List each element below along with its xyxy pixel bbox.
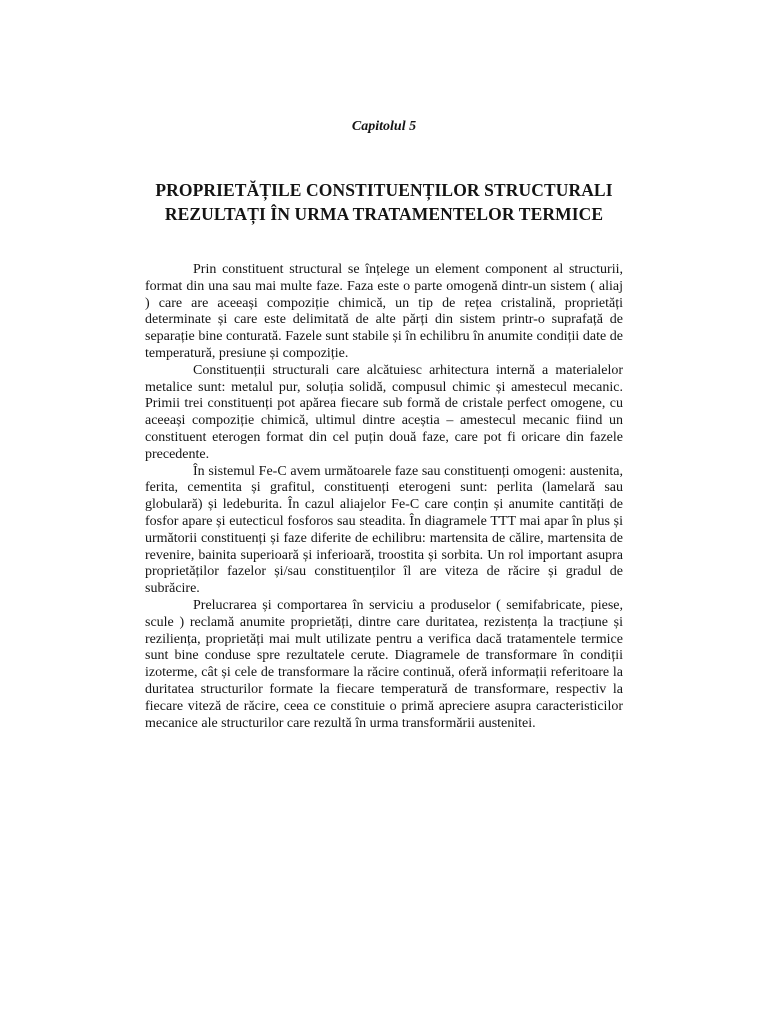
chapter-label: Capitolul 5 <box>351 119 417 134</box>
paragraph-4: Prelucrarea și comportarea în serviciu a produselor ( semifabricate, piese, scule ) reclamă anumite proprietăți, dintre care duritatea, rezistența la tracțiune și reziliența, proprietăți mai mult utilizate pentru a verifica dacă tratamentele termice sunt bine conduse spre rezultatele cerute. Diagramele de transformare în condiții izoterme, cât și cele de transformare la răcire continuă, oferă informații referitoare la duritatea structurilor formate la fiecare temperatură de transformare, respectiv la fiecare viteză de răcire, ceea ce constituie o primă apreciere asupra caracteristicilor mecanice ale structurilor care rezultă în urma transformării austenitei. <box>145 597 623 731</box>
chapter-title <box>130 178 638 226</box>
chapter-title-line-1: PROPRIETĂȚILE CONSTITUENȚILOR STRUCTURALI <box>155 180 613 200</box>
paragraph-1: Prin constituent structural se înțelege un element component al structurii, format din una sau mai multe faze. Faza este o parte omogenă dintr-un sistem ( aliaj ) care are aceeași compoziție chimică, un tip de rețea cristalină, proprietăți determinate și care este delimitată de alte părți din sistem printr-o suprafață de separație bine conturată. Fazele sunt stabile și în echilibru în anumite condiții date de temperatură, presiune și compoziție. <box>145 262 623 361</box>
chapter-title-line-2: REZULTAȚI ÎN URMA TRATAMENTELOR TERMICE <box>164 204 604 224</box>
body-text <box>145 262 623 732</box>
paragraph-3: În sistemul Fe-C avem următoarele faze sau constituenți omogeni: austenita, ferita, cementita și grafitul, constituenți eterogeni sunt: perlita (lamelară sau globulară) și ledeburita. În cazul aliajelor Fe-C care conțin și anumite cantități de fosfor apare și eutecticul fosforos sau steadita. În diagramele TTT mai apar în plus și următorii constituenți și faze diferite de echilibru: martensita de călire, martensita de revenire, bainita superioară și inferioară, troostita și sorbita. Un rol important asupra proprietăților fazelor și/sau constituenților îl are viteza de răcire și gradul de subrăcire. <box>145 463 623 597</box>
paragraph-2: Constituenții structurali care alcătuiesc arhitectura internă a materialelor metalice sunt: metalul pur, soluția solidă, compusul chimic și amestecul mecanic. Primii trei constituenți pot apărea fiecare sub formă de cristale perfect omogene, cu aceeași compoziție chimică, ultimul dintre aceștia – amestecul mecanic fiind un constituent eterogen format din cel puțin două faze, care pot fi oricare din fazele precedente. <box>145 362 623 462</box>
